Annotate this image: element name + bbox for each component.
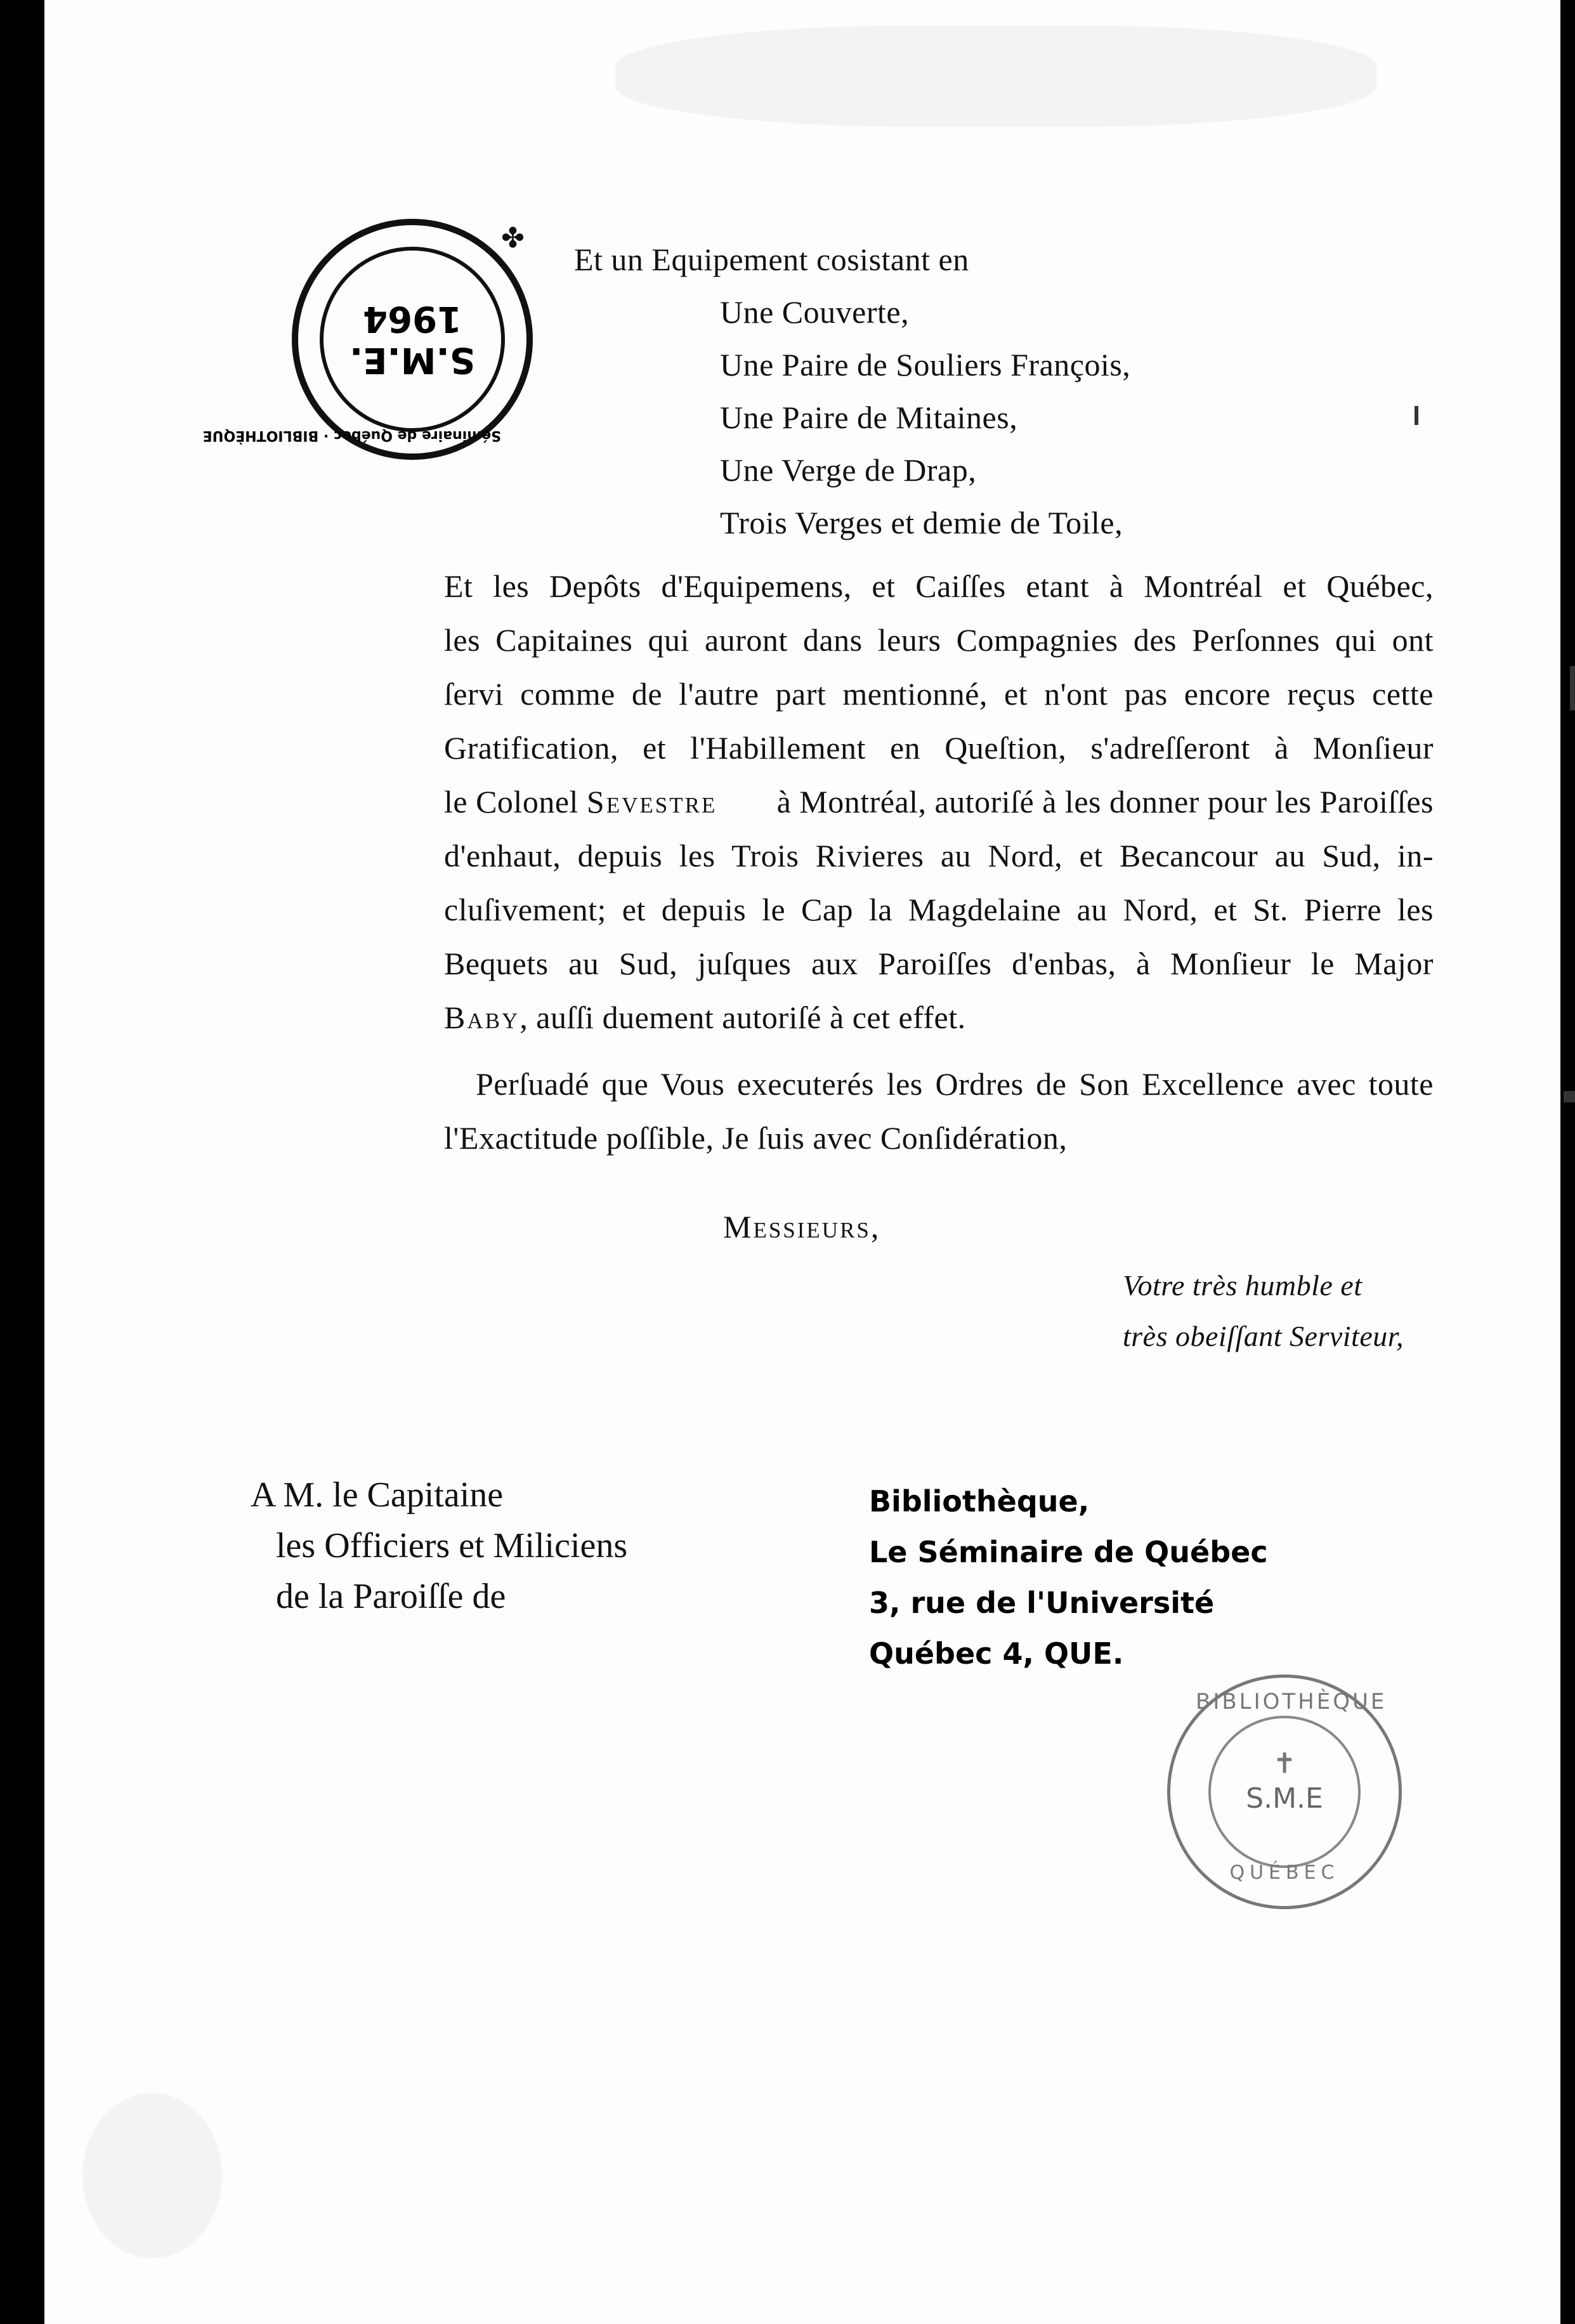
paragraph-line: Bequets au Sud, juſques aux Paroiſſes d'enbas, à Monſieur le Major <box>444 946 1434 981</box>
closing-line: Perſuadé que Vous executerés les Ordres de Son Excellence avec toute <box>476 1066 1434 1102</box>
seal-center: S.M.E <box>1246 1782 1323 1815</box>
seal-ring-top: BIBLIOTHÈQUE <box>1196 1689 1387 1714</box>
paper-stain <box>82 2093 222 2258</box>
paper-stain <box>615 25 1376 127</box>
equipment-item: Une Verge de Drap, <box>720 452 977 488</box>
document-page <box>44 0 1560 2324</box>
paragraph-line: les Capitaines qui auront dans leurs Compagnies des Perſonnes qui ont <box>444 622 1434 658</box>
seal-stamp <box>1167 1674 1402 1909</box>
paragraph-line <box>444 783 1434 820</box>
paragraph-fragment: , auſſi duement autoriſé à cet effet. <box>520 1000 966 1035</box>
stamp-ring-text: Séminaire de Québec · BIBLIOTHÈQUE <box>202 428 501 443</box>
major-name: Baby <box>444 1000 520 1035</box>
equipment-item: Trois Verges et demie de Toile, <box>720 505 1123 540</box>
colonel-name: Sevestre <box>586 784 717 819</box>
stamp-center-year: 1964 <box>363 298 462 339</box>
scan-mark <box>1564 1091 1575 1102</box>
equipment-item: Une Paire de Mitaines, <box>720 400 1018 435</box>
paragraph-line: cluſivement; et depuis le Cap la Magdelaine au Nord, et St. Pierre les <box>444 892 1434 927</box>
addressee-line: les Officiers et Miliciens <box>276 1526 628 1565</box>
addressee-line: de la Paroiſſe de <box>276 1577 506 1616</box>
closing-line: l'Exactitude poſſible, Je ſuis avec Conſidération, <box>444 1120 1068 1156</box>
stamp-line: 3, rue de l'Université <box>869 1586 1215 1620</box>
equipment-item: Une Paire de Souliers François, <box>720 347 1131 382</box>
stamp-center-code: S.M.E. <box>349 339 476 381</box>
stamp-line: Le Séminaire de Québec <box>869 1535 1268 1569</box>
paragraph-line: ſervi comme de l'autre part mentionné, et n'ont pas encore reçus cette <box>444 676 1434 712</box>
paragraph-fragment: à Montréal, autoriſé à les donner pour les Paroiſſes <box>776 784 1434 819</box>
scan-mark <box>1570 666 1575 710</box>
seal-ring-bottom: QUÉBEC <box>1229 1862 1340 1884</box>
scan-mark <box>1415 406 1418 425</box>
salutation: Messieurs, <box>723 1209 881 1244</box>
stamp-line: Québec 4, QUE. <box>869 1636 1124 1671</box>
stamp-line: Bibliothèque, <box>869 1484 1090 1518</box>
signoff-line: très obeiſſant Serviteur, <box>1123 1320 1404 1352</box>
paragraph-line: Et les Depôts d'Equipemens, et Caiſſes etant à Montréal et Québec, <box>444 568 1434 604</box>
paragraph-line <box>444 999 966 1036</box>
equipment-intro: Et un Equipement cosistant en <box>574 242 969 277</box>
paragraph-fragment: le Colonel <box>444 784 578 819</box>
round-library-stamp <box>202 219 533 460</box>
equipment-item: Une Couverte, <box>720 294 910 330</box>
addressee-line: A M. le Capitaine <box>251 1475 504 1515</box>
flourish-icon: ✤ <box>501 223 525 254</box>
paragraph-line: d'enhaut, depuis les Trois Rivieres au Nord, et Becancour au Sud, in- <box>444 838 1434 873</box>
paragraph-line: Gratification, et l'Habillement en Queſtion, s'adreſſeront à Monſieur <box>444 730 1434 766</box>
cross-icon: ✝ <box>1272 1748 1297 1779</box>
signoff-line: Votre très humble et <box>1123 1269 1363 1302</box>
